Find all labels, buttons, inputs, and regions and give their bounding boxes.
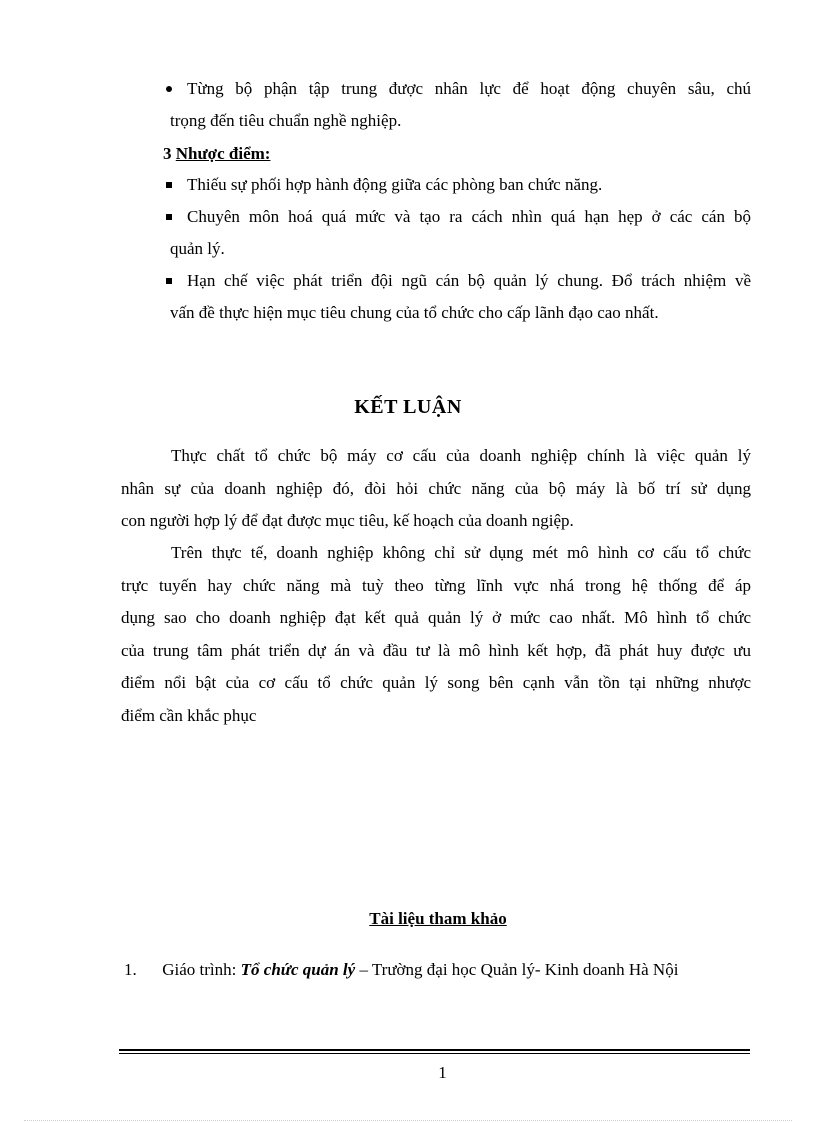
bullet-line: Chuyên môn hoá quá mức và tạo ra cách nhìn quá hạn hẹp ở các cán bộ <box>187 207 751 226</box>
paragraph-line: Thực chất tổ chức bộ máy cơ cấu của doanh nghiệp chính là việc quản lý <box>171 446 751 465</box>
bullet-line: quản lý. <box>170 239 225 258</box>
bullet-line: Hạn chế việc phát triển đội ngũ cán bộ quản lý chung. Đổ trách nhiệm về <box>187 271 751 290</box>
bullet-line: Thiếu sự phối hợp hành động giữa các phòng ban chức năng. <box>187 175 603 194</box>
paragraph-line: dụng sao cho doanh nghiệp đạt kết quả quản lý ở mức cao nhất. Mô hình tổ chức <box>121 608 751 627</box>
disadvantage-bullet-list <box>121 169 751 329</box>
paragraph-line: điểm cần khắc phục <box>121 705 257 725</box>
list-item <box>121 169 751 201</box>
paragraph-line: điểm nổi bật của cơ cấu tổ chức quản lý song bên cạnh vẫn tồn tại những nhược <box>121 673 751 692</box>
bullet-square-icon <box>162 201 176 233</box>
reference-prefix: Giáo trình: <box>162 960 241 979</box>
footer-rule <box>119 1053 750 1054</box>
advantage-bullet-list <box>121 73 751 137</box>
reference-number: 1. <box>124 960 137 979</box>
bullet-line: vấn đề thực hiện mục tiêu chung của tổ chức cho cấp lãnh đạo cao nhất. <box>170 303 659 322</box>
page-number: 1 <box>438 1063 447 1082</box>
bullet-line: Từng bộ phận tập trung được nhân lực để hoạt động chuyên sâu, chú <box>187 79 751 98</box>
disadvantages-heading <box>163 141 270 167</box>
bullet-square-icon <box>162 265 176 297</box>
footer-rule <box>119 1049 750 1051</box>
conclusion-paragraph-2 <box>121 537 751 732</box>
section-label: Nhược điểm: <box>175 144 271 163</box>
paragraph-line: của trung tâm phát triển dự án và đầu tư là mô hình kết hợp, đã phát huy được ưu <box>121 640 751 660</box>
paragraph-line: trực tuyến hay chức năng mà tuỳ theo từng lĩnh vực nhá trong hệ thống để áp <box>121 575 751 595</box>
references-title: Tài liệu tham khảo <box>369 909 507 928</box>
page-edge-divider <box>24 1120 792 1121</box>
list-item <box>121 265 751 329</box>
paragraph-line: nhân sự của doanh nghiệp đó, đòi hỏi chức năng của bộ máy là bố trí sử dụng <box>121 478 751 498</box>
bullet-square-icon <box>162 169 176 201</box>
reference-suffix: – Trường đại học Quản lý- Kinh doanh Hà Nội <box>359 960 679 979</box>
conclusion-paragraph-1 <box>121 440 751 538</box>
list-item <box>121 201 751 265</box>
paragraph-line: Trên thực tế, doanh nghiệp không chỉ sử dụng mét mô hình cơ cấu tổ chức <box>171 543 751 562</box>
conclusion-title: KẾT LUẬN <box>354 396 462 418</box>
paragraph-line: con người hợp lý để đạt được mục tiêu, kế hoạch của doanh ngiệp. <box>121 511 574 530</box>
bullet-dot-icon <box>162 73 176 105</box>
reference-item <box>124 956 678 984</box>
reference-book-title: Tổ chức quản lý <box>240 960 356 979</box>
list-item <box>121 73 751 137</box>
bullet-line: trọng đến tiêu chuẩn nghề nghiệp. <box>170 111 402 130</box>
section-number: 3 <box>163 144 172 163</box>
